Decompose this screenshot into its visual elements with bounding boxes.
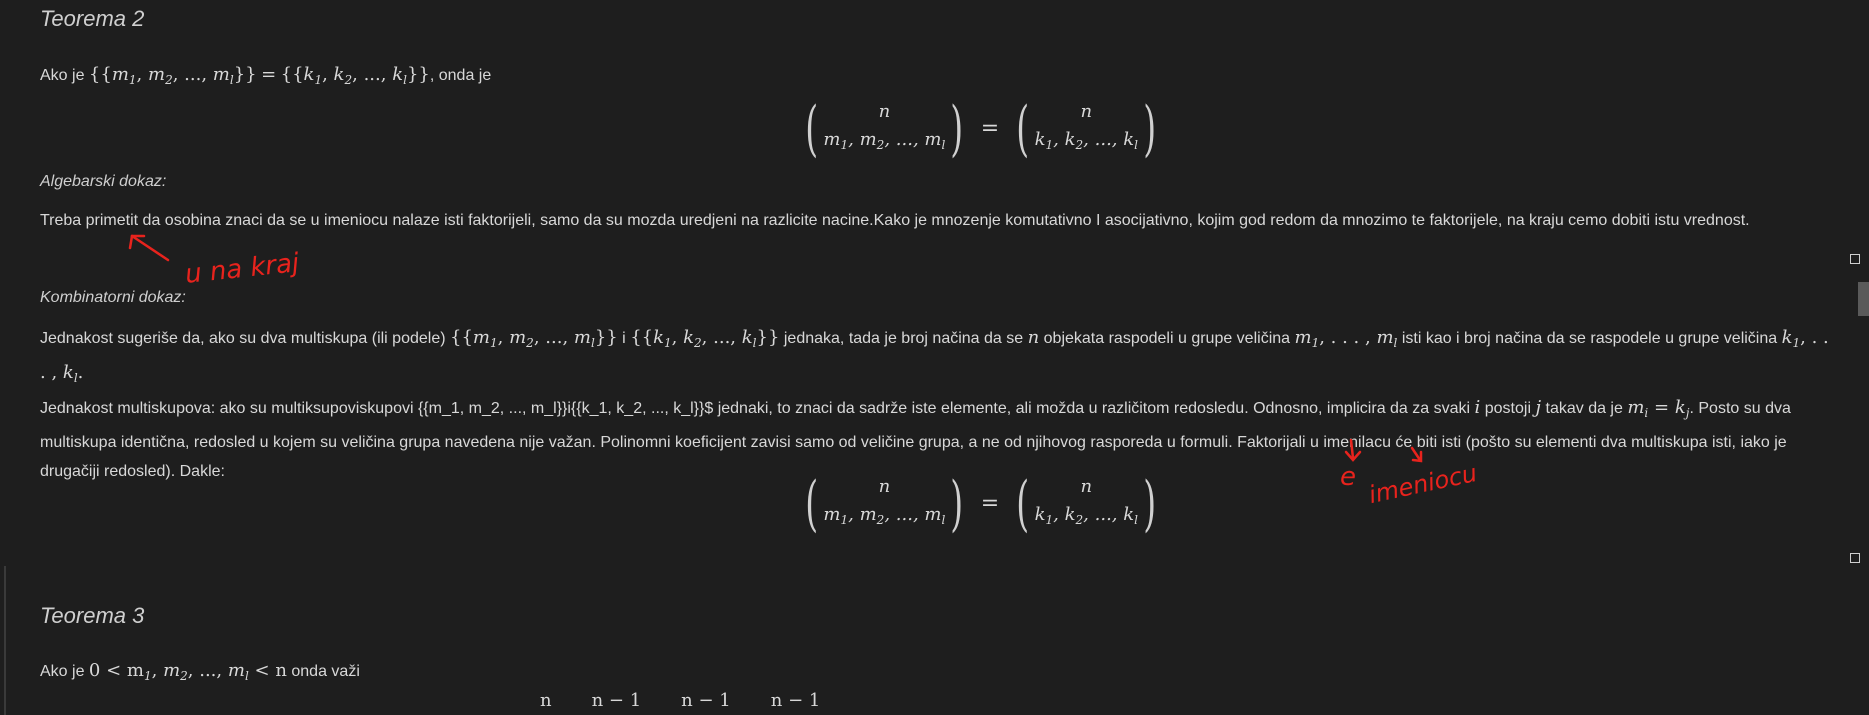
theorem-3-equation-partial: n n − 1 n − 1 n − 1: [540, 690, 821, 711]
binomial-right: ( n $k_1$, $k_2$, ..., $k_l$ ): [1016, 93, 1157, 164]
combinatorial-proof-paragraph-2: Jednakost multiskupova: ako su multiksupoviskupovi {{m_1, m_2, ..., m_l}}i{{k_1, k_2, ..., k_l}}$ jednaki, to znaci da sadrže iste elemente, ali možda u različitom redosledu. Odnosno, implicira da za svaki i postoji j takav da je $m_i = k_j$. Posto su dva multiskupa identična, redosled u kojem su veličina grupa navedena nije važan. Polinomni koeficijent zavisi samo od veličine grupa, a ne od njihovog rasporeda u formuli. Faktorijali u imenilacu će biti isti (pošto su elementi dva multiskupa isti, iako je drugačiji redosled). Dakle:: [40, 397, 1791, 480]
binomial-left: ( n $m_1$, $m_2$, ..., $m_l$ ): [805, 93, 964, 164]
combinatorial-proof-paragraph-1: Jednakost sugeriše da, ako su dva multiskupa (ili podele) {{$m_1$, $m_2$, ..., $m_l$}} i {{$k_1$, $k_2$, ..., $k_l$}} jednaka, tada je broj načina da se n objekata raspodeli u grupe veličina $m_1$, . . . , $m_l$ isti kao i broj načina da se raspodele u grupe veličina $k_1$, . . . , $k_l$.: [40, 327, 1829, 385]
algebraic-proof-title: Algebarski dokaz:: [40, 173, 167, 190]
combinatorial-proof-title: Kombinatorni dokaz:: [40, 289, 186, 306]
equals-sign: =: [261, 64, 277, 85]
multinomial-equation-2: ( n $m_1$, $m_2$, ..., $m_l$ ) = ( n $k_1$, $k_2$, ..., $k_l$ ): [805, 468, 1157, 539]
set-k: {{$k_1$, $k_2$, ..., $k_l$}}: [280, 64, 430, 87]
intro-prefix: Ako je: [40, 67, 85, 84]
theorem-2-title: Teorema 2: [40, 6, 145, 31]
set-m: {{$m_1$, $m_2$, ..., $m_l$}}: [88, 64, 257, 87]
intro-suffix: , onda je: [429, 67, 492, 84]
theorem-3-statement: Ako je $0 < m_1$, $m_2$, ..., $m_l < n$ onda važi: [40, 660, 360, 683]
theorem-3-title: Teorema 3: [40, 603, 145, 628]
algebraic-proof-text: Treba primetit da osobina znaci da se u imeniocu nalaze isti faktorijeli, samo da su mozda uredjeni na razlicite nacine.Kako je mnozenje komutativno I asocijativno, kojim god redom da mnozimo te faktorijele, na kraju cemo dobiti istu vrednost.: [40, 212, 1750, 229]
annotation-note-1: u na kraj: [183, 248, 301, 290]
multinomial-equation-1: ( n $m_1$, $m_2$, ..., $m_l$ ) = ( n $k_1$, $k_2$, ..., $k_l$ ): [800, 98, 1161, 159]
annotation-note-2: e: [1340, 462, 1356, 492]
annotation-note-3: imeniocu: [1366, 458, 1480, 510]
